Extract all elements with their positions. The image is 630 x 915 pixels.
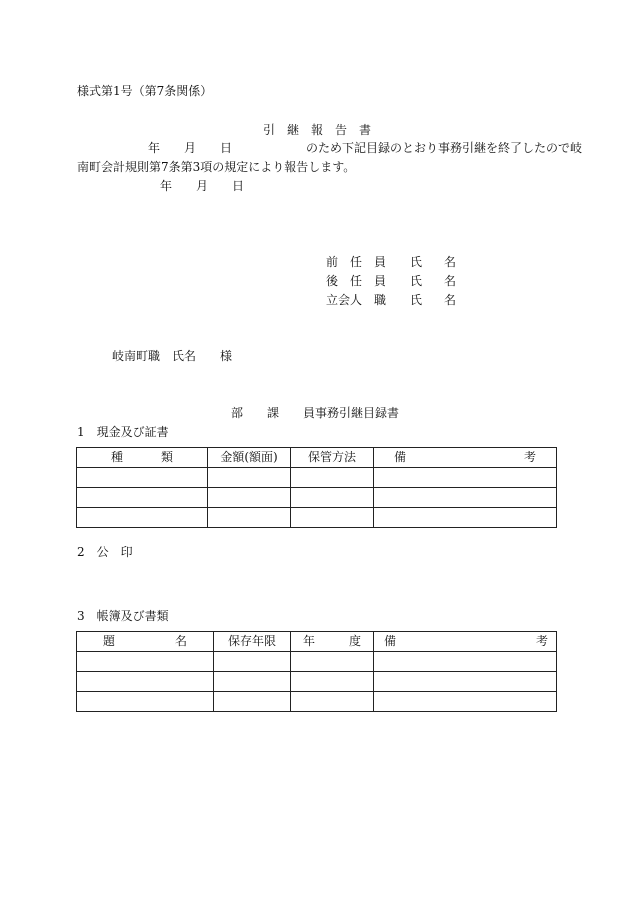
- form-number: 様式第1号（第7条関係）: [77, 84, 213, 98]
- table-cell: [77, 488, 208, 508]
- table-cell: [374, 692, 557, 712]
- column-header: 備 考: [374, 632, 557, 652]
- table-cell: [291, 672, 374, 692]
- table-header-row: [77, 632, 557, 652]
- addressee: 岐南町職 氏名 様: [112, 349, 233, 363]
- body-date: 年 月 日: [148, 141, 233, 155]
- signer-label: 氏: [410, 293, 423, 307]
- section2-heading: 2 公 印: [77, 545, 133, 559]
- column-header: 題 名: [77, 632, 214, 652]
- table-row: [77, 468, 557, 488]
- table-cell: [291, 652, 374, 672]
- column-header: 備 考: [374, 448, 557, 468]
- table-row: [77, 508, 557, 528]
- table-cell: [208, 488, 291, 508]
- report-date: 年 月 日: [160, 179, 245, 193]
- table-cell: [291, 468, 374, 488]
- signer-role: 立会人 職: [326, 293, 387, 307]
- section3-heading: 3 帳簿及び書類: [77, 609, 169, 623]
- table-row: [77, 692, 557, 712]
- signer-label: 氏: [410, 255, 423, 269]
- column-header: 保存年限: [214, 632, 291, 652]
- table-cell: [77, 468, 208, 488]
- table-cell: [214, 692, 291, 712]
- signer-label: 氏: [410, 274, 423, 288]
- table-cell: [374, 488, 557, 508]
- signer-suffix: 名: [444, 293, 457, 307]
- table-cell: [214, 652, 291, 672]
- table-cell: [291, 508, 374, 528]
- table-cell: [374, 652, 557, 672]
- section1-heading: 1 現金及び証書: [77, 425, 169, 439]
- column-header: 種 類: [77, 448, 208, 468]
- signer-role: 後 任 員: [326, 274, 387, 288]
- report-title: 引 継 報 告 書: [263, 123, 372, 137]
- table-cell: [374, 468, 557, 488]
- body-text-line2: 南町会計規則第7条第3項の規定により報告します。: [77, 160, 356, 174]
- inventory-title: 部 課 員事務引継目録書: [231, 406, 400, 420]
- table-cell: [77, 672, 214, 692]
- table-cell: [214, 672, 291, 692]
- books-documents-table: [76, 631, 557, 712]
- table-cell: [208, 468, 291, 488]
- body-text-line1: のため下記目録のとおり事務引継を終了したので岐: [306, 141, 583, 155]
- table-row: [77, 672, 557, 692]
- table-cell: [374, 672, 557, 692]
- table-cell: [77, 692, 214, 712]
- table-cell: [374, 508, 557, 528]
- table-row: [77, 488, 557, 508]
- column-header: 金額(額面): [208, 448, 291, 468]
- cash-securities-table: [76, 447, 557, 528]
- signer-role: 前 任 員: [326, 255, 387, 269]
- signer-suffix: 名: [444, 255, 457, 269]
- table-cell: [77, 508, 208, 528]
- table-cell: [77, 652, 214, 672]
- table-cell: [291, 488, 374, 508]
- table-cell: [208, 508, 291, 528]
- table-header-row: [77, 448, 557, 468]
- table-cell: [291, 692, 374, 712]
- signer-suffix: 名: [444, 274, 457, 288]
- table-row: [77, 652, 557, 672]
- column-header: 年 度: [291, 632, 374, 652]
- column-header: 保管方法: [291, 448, 374, 468]
